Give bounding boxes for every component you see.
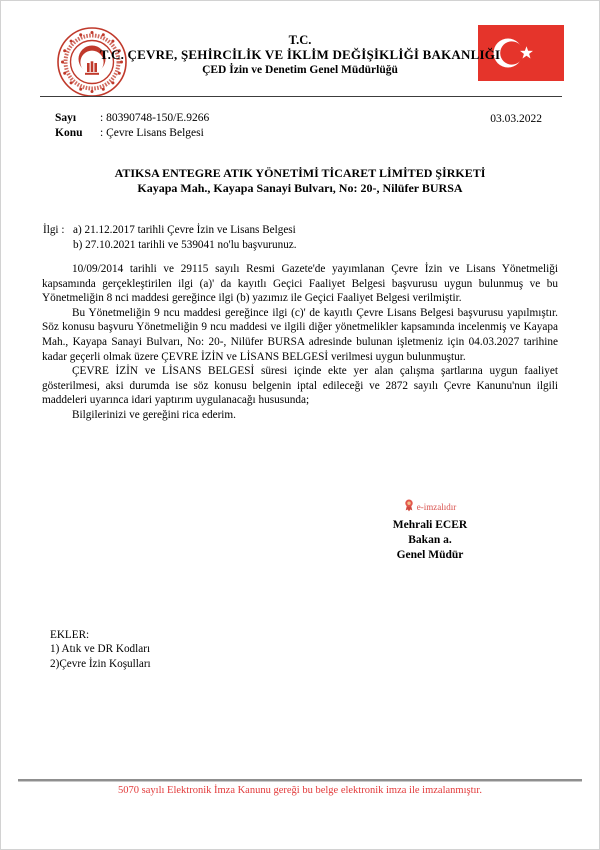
body-paragraph-1: 10/09/2014 tarihli ve 29115 sayılı Resmi Gazete'de yayımlanan Çevre İzin ve Lisans Yönetmeliği kapsamında gerçekleştirilen ilgi (a)' da kayıtlı Geçici Faaliyet Belgesi başvurusu uygun bulunmuş ve bu Yönetmeliğin 8 nci maddesi gereğince ilgi (b) yazımız ile Geçici Faaliyet Belgesi verilmiştir. — [42, 263, 558, 305]
attachment-item: 2)Çevre İzin Koşulları — [50, 657, 151, 670]
header-department: ÇED İzin ve Denetim Genel Müdürlüğü — [202, 64, 398, 76]
closing-line: Bilgilerinizi ve gereğini rica ederim. — [72, 408, 236, 421]
signer-title-1: Bakan a. — [408, 534, 452, 546]
attachments-header: EKLER: — [50, 629, 90, 641]
sayi-label: Sayı — [55, 112, 77, 124]
header-tc: T.C. — [288, 33, 312, 47]
header-divider — [40, 96, 562, 97]
sayi-value: : 80390748-150/E.9266 — [100, 112, 210, 124]
attachment-item: 1) Atık ve DR Kodları — [50, 643, 151, 656]
esign-label: e-imzalıdır — [416, 501, 457, 512]
references-label: İlgi : — [43, 224, 65, 236]
sayi-row — [55, 111, 542, 126]
recipient-block — [0, 166, 600, 196]
reference-a-row — [43, 223, 297, 238]
signature-block — [335, 499, 525, 563]
document-meta — [55, 111, 542, 140]
recipient-name: ATIKSA ENTEGRE ATIK YÖNETİMİ TİCARET LİMİTED ŞİRKETİ — [114, 166, 486, 180]
body-paragraph-3: ÇEVRE İZİN ve LİSANS BELGESİ süresi içinde ekte yer alan çalışma şartlarına uygun faaliyet gösterilmesi, aksi durumda ise söz konusu belgenin iptal edileceği ve 2872 sayılı Çevre Kanunu'nun ilgili maddeleri uyarınca idari yaptırım uygulanacağı hususunda; — [42, 365, 558, 407]
references-label-spacer — [43, 238, 73, 253]
footer-esign-note: 5070 sayılı Elektronik İmza Kanunu gereği bu belge elektronik imza ile imzalanmıştır. — [118, 785, 482, 796]
footer-divider — [18, 779, 582, 782]
document-date: 03.03.2022 — [490, 113, 542, 125]
konu-value: : Çevre Lisans Belgesi — [100, 126, 204, 139]
attachments-block — [50, 628, 151, 671]
konu-row — [55, 126, 542, 141]
ribbon-seal-icon — [404, 499, 414, 515]
letter-body — [42, 262, 558, 423]
references-block — [43, 223, 297, 252]
signer-title-2: Genel Müdür — [396, 549, 464, 561]
body-paragraph-2: Bu Yönetmeliğin 9 ncu maddesi gereğince ilgi (c)' de kayıtlı Çevre Lisans Belgesi başvurusu yapılmıştır. Söz konusu başvuru Yönetmeliğin 9 ncu maddesi ve ilgili diğer yönetmelikler kapsamında incelenmiş ve Kayapa Mah., Kayapa Sanayi Bulvarı, No: 20-, Nilüfer BURSA adresinde bulunan işletmeniz için 04.03.2027 tarihine kadar geçerli olmak üzere ÇEVRE İZİN ve LİSANS BELGESİ verilmesi uygun bulunmuştur. — [42, 306, 558, 363]
header-ministry-title: T.C. ÇEVRE, ŞEHİRCİLİK VE İKLİM DEĞİŞİKLİĞİ BAKANLIĞI — [99, 47, 501, 62]
signer-name: Mehrali ECER — [392, 519, 468, 531]
reference-b-row — [43, 238, 297, 253]
reference-b: b) 27.10.2021 tarihli ve 539041 no'lu başvurunuz. — [73, 238, 297, 251]
reference-a: a) 21.12.2017 tarihli Çevre İzin ve Lisans Belgesi — [73, 224, 296, 236]
konu-label: Konu — [55, 126, 83, 139]
esign-row — [335, 499, 525, 515]
recipient-address: Kayapa Mah., Kayapa Sanayi Bulvarı, No: 20-, Nilüfer BURSA — [137, 181, 463, 195]
letterhead — [0, 33, 600, 78]
